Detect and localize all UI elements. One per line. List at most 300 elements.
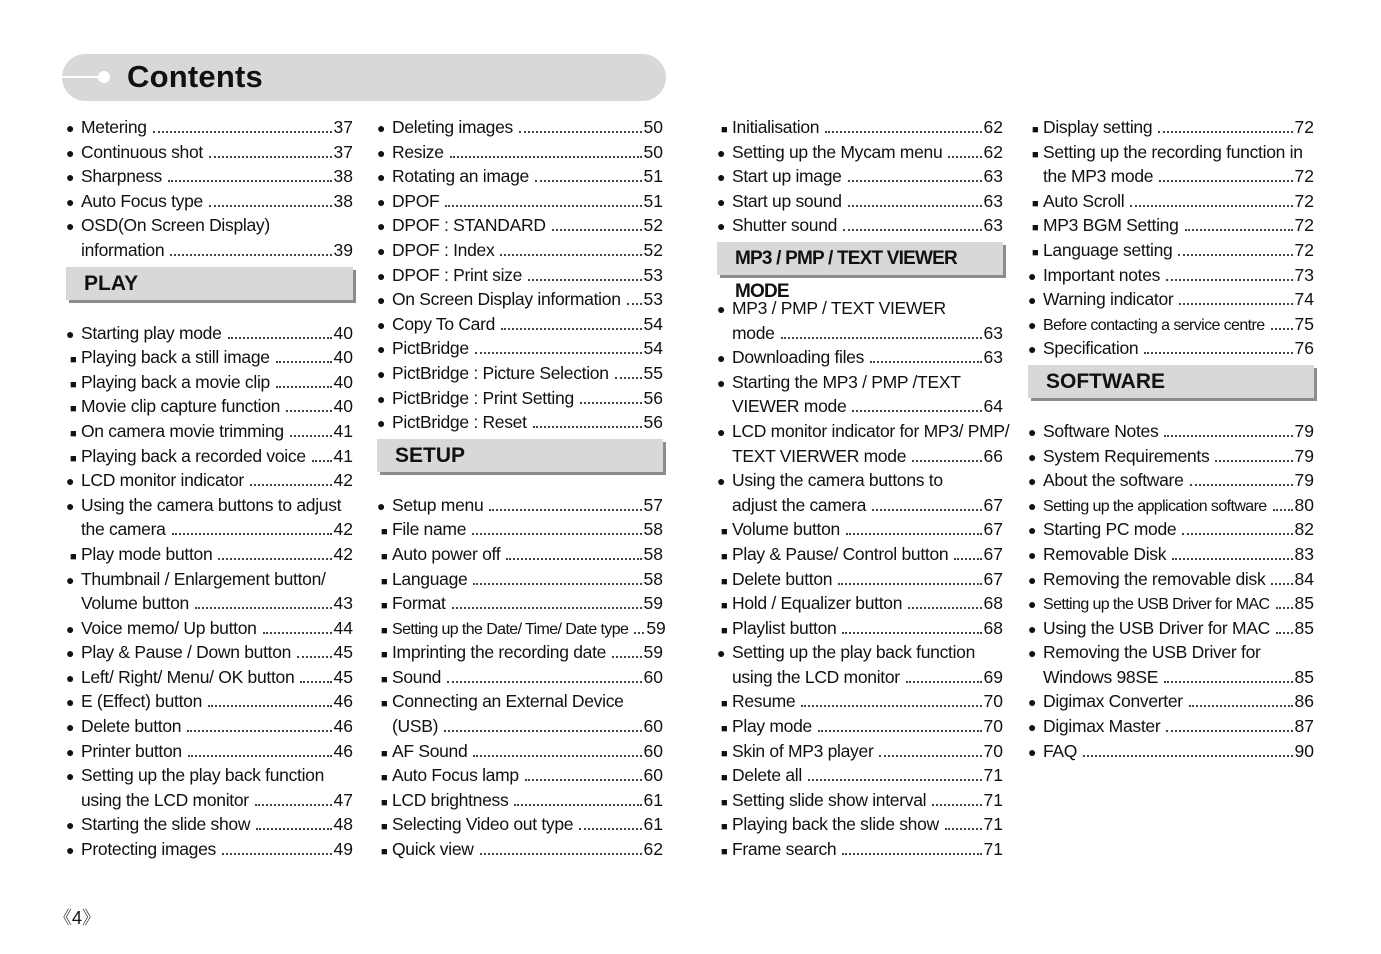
toc-entry-label: On camera movie trimming	[81, 420, 284, 441]
toc-entry-page: 72	[1294, 117, 1314, 137]
toc-entry-label: Using the camera buttons to adjust	[81, 494, 342, 515]
section-heading-text: MP3 / PMP / TEXT VIEWER MODE	[735, 247, 957, 302]
toc-entry[interactable]	[66, 640, 353, 665]
toc-entry-label: Frame search	[732, 839, 837, 860]
square-bullet-icon	[377, 517, 392, 545]
toc-entry-label: Delete button	[732, 568, 833, 589]
toc-entry-label: Important notes	[1043, 264, 1161, 285]
toc-entry-label: the MP3 mode	[1043, 166, 1154, 187]
square-bullet-icon	[377, 542, 392, 570]
toc-entry-label: Printer button	[81, 740, 182, 761]
round-bullet-icon	[377, 238, 392, 264]
square-bullet-icon	[66, 542, 81, 570]
toc-entry[interactable]	[1028, 336, 1314, 361]
toc-entry-page: 63	[983, 322, 1003, 343]
toc-entry-label: Sound	[392, 666, 442, 687]
toc-entry-label: Windows 98SE	[1043, 666, 1159, 687]
toc-entry-label: PictBridge : Picture Selection	[392, 362, 609, 383]
toc-entry-page: 72	[1294, 239, 1314, 260]
toc-entry[interactable]	[377, 115, 663, 140]
square-bullet-icon	[717, 517, 732, 545]
dot-leader	[579, 828, 641, 830]
toc-entry[interactable]	[717, 714, 1003, 739]
toc-entry[interactable]	[377, 812, 663, 837]
toc-entry[interactable]	[377, 140, 663, 165]
dot-leader	[290, 435, 332, 437]
dot-leader	[255, 804, 332, 806]
toc-entry-page: 45	[333, 666, 353, 687]
toc-entry[interactable]	[377, 287, 663, 312]
round-bullet-icon	[377, 164, 392, 190]
dot-leader	[170, 254, 331, 256]
toc-entry-page: 60	[643, 740, 663, 761]
toc-entry[interactable]	[717, 591, 1003, 616]
toc-entry[interactable]	[717, 394, 1003, 419]
toc-entry[interactable]	[66, 321, 353, 346]
toc-entry[interactable]	[717, 345, 1003, 370]
toc-entry-page: 38	[333, 166, 353, 187]
dot-leader	[256, 828, 331, 830]
round-bullet-icon	[377, 140, 392, 166]
round-bullet-icon	[66, 140, 81, 166]
toc-entry-label: LCD brightness	[392, 789, 509, 810]
dot-leader	[843, 229, 981, 231]
toc-entry-page: 38	[333, 190, 353, 211]
round-bullet-icon	[717, 296, 732, 322]
toc-entry[interactable]	[66, 164, 353, 189]
toc-entry[interactable]	[377, 689, 663, 714]
dot-leader	[1159, 180, 1292, 182]
dot-leader	[838, 583, 981, 585]
toc-entry-page: 72	[1294, 190, 1314, 211]
toc-entry-label: Delete button	[81, 716, 182, 737]
toc-entry[interactable]	[717, 444, 1003, 469]
dot-leader	[781, 337, 982, 339]
toc-entry[interactable]	[66, 616, 353, 641]
toc-entry[interactable]	[377, 517, 663, 542]
toc-entry[interactable]	[717, 493, 1003, 518]
toc-entry[interactable]	[717, 739, 1003, 764]
toc-entry[interactable]	[377, 189, 663, 214]
toc-entry[interactable]	[66, 567, 353, 592]
toc-column-2	[377, 115, 666, 862]
toc-entry-label: PictBridge : Reset	[392, 412, 527, 433]
toc-entry[interactable]	[1028, 312, 1314, 337]
toc-entry[interactable]	[66, 493, 353, 518]
toc-entry-label: System Requirements	[1043, 445, 1210, 466]
square-bullet-icon	[1028, 140, 1043, 168]
toc-entry[interactable]	[66, 517, 353, 542]
toc-entry[interactable]	[66, 739, 353, 764]
toc-entry[interactable]	[377, 567, 663, 592]
toc-entry-page: 53	[643, 289, 663, 310]
toc-entry-page: 49	[333, 839, 353, 860]
toc-entry-page: 52	[643, 215, 663, 236]
toc-entry[interactable]	[66, 468, 353, 493]
toc-entry-page: 50	[643, 117, 663, 137]
toc-entry-label: On Screen Display information	[392, 289, 621, 310]
toc-entry-page: 58	[643, 568, 663, 589]
toc-entry-label: Play & Pause / Down button	[81, 642, 292, 663]
round-bullet-icon	[717, 345, 732, 371]
toc-entry[interactable]	[377, 312, 663, 337]
toc-entry-label: Removing the removable disk	[1043, 568, 1266, 589]
toc-entry-label: (USB)	[392, 716, 439, 737]
dot-leader	[228, 337, 332, 339]
dot-leader	[825, 131, 981, 133]
toc-entry-label: DPOF : Index	[392, 239, 495, 260]
toc-entry-label: Deleting images	[392, 117, 513, 137]
toc-entry[interactable]	[66, 213, 353, 238]
dot-leader	[954, 558, 981, 560]
toc-entry-label: Start up image	[732, 166, 842, 187]
toc-entry-label: Software Notes	[1043, 420, 1159, 441]
section-heading-text: SOFTWARE	[1046, 369, 1165, 393]
toc-entry-label: Volume button	[81, 593, 189, 614]
square-bullet-icon	[377, 739, 392, 767]
square-bullet-icon	[377, 591, 392, 619]
dot-leader	[297, 656, 331, 658]
toc-entry-page: 68	[983, 593, 1003, 614]
toc-entry[interactable]	[66, 370, 353, 395]
square-bullet-icon	[717, 542, 732, 570]
toc-entry[interactable]	[377, 213, 663, 238]
toc-entry[interactable]	[377, 386, 663, 411]
toc-entry[interactable]	[377, 493, 663, 518]
dot-leader	[932, 804, 981, 806]
toc-entry[interactable]	[377, 410, 663, 435]
toc-entry-label: Auto Scroll	[1043, 190, 1125, 211]
toc-entry[interactable]	[717, 419, 1010, 444]
toc-entry-page: 48	[333, 814, 353, 835]
toc-entry[interactable]	[66, 591, 353, 616]
toc-entry-label: using the LCD monitor	[81, 789, 249, 810]
toc-entry[interactable]	[717, 812, 1003, 837]
toc-entry[interactable]	[377, 164, 663, 189]
toc-entry-label: Play & Pause/ Control button	[732, 543, 949, 564]
toc-entry-label: Resize	[392, 141, 444, 162]
toc-entry-label: Imprinting the recording date	[392, 642, 607, 663]
toc-entry-page: 60	[643, 716, 663, 737]
dot-leader	[473, 755, 641, 757]
toc-entry[interactable]	[717, 837, 1003, 862]
square-bullet-icon	[1028, 213, 1043, 241]
dot-leader	[818, 730, 982, 732]
round-bullet-icon	[66, 468, 81, 494]
toc-entry[interactable]	[66, 189, 353, 214]
toc-entry[interactable]	[717, 517, 1003, 542]
round-bullet-icon	[377, 213, 392, 239]
toc-entry[interactable]	[377, 542, 663, 567]
toc-entry[interactable]	[377, 739, 663, 764]
toc-entry[interactable]	[1028, 189, 1314, 214]
round-bullet-icon	[66, 567, 81, 593]
toc-entry-label: Setting up the play back function	[732, 642, 976, 663]
toc-entry[interactable]	[1028, 287, 1314, 312]
toc-entry-label: Digimax Master	[1043, 716, 1161, 737]
toc-entry-page: 52	[643, 239, 663, 260]
dot-leader	[1158, 131, 1292, 133]
toc-entry-page: 54	[643, 313, 663, 334]
dot-leader	[1190, 484, 1293, 486]
dot-leader	[209, 156, 332, 158]
toc-entry[interactable]	[66, 812, 353, 837]
toc-entry[interactable]	[1028, 468, 1314, 493]
round-bullet-icon	[1028, 640, 1043, 666]
toc-entry-label: Quick view	[392, 839, 474, 860]
toc-entry[interactable]	[717, 763, 1003, 788]
toc-entry[interactable]	[717, 616, 1003, 641]
toc-entry[interactable]	[1028, 640, 1314, 665]
section-heading-mp3-pmp-text-viewer-mode	[717, 242, 1003, 302]
toc-entry[interactable]	[1028, 263, 1314, 288]
toc-entry[interactable]	[377, 665, 663, 690]
toc-entry[interactable]	[1028, 616, 1314, 641]
round-bullet-icon	[1028, 517, 1043, 543]
toc-entry-page: 40	[333, 347, 353, 368]
round-bullet-icon	[717, 189, 732, 215]
toc-entry-page: 67	[983, 494, 1003, 515]
toc-entry[interactable]	[66, 542, 353, 567]
toc-entry[interactable]	[377, 640, 663, 665]
toc-entry[interactable]	[66, 444, 353, 469]
dot-leader	[172, 533, 332, 535]
square-bullet-icon	[66, 419, 81, 447]
toc-entry[interactable]	[1028, 567, 1314, 592]
section-heading-play	[66, 267, 353, 309]
square-bullet-icon	[717, 739, 732, 767]
toc-entry[interactable]	[66, 714, 353, 739]
round-bullet-icon	[1028, 616, 1043, 642]
toc-entry-label: Setting up the Mycam menu	[732, 141, 943, 162]
toc-entry-label: Initialisation	[732, 117, 820, 137]
toc-entry[interactable]	[1028, 213, 1314, 238]
toc-entry[interactable]	[1028, 493, 1314, 518]
toc-entry-label: Format	[392, 593, 446, 614]
toc-entry[interactable]	[377, 238, 663, 263]
dot-leader	[634, 632, 644, 634]
toc-entry[interactable]	[66, 763, 353, 788]
round-bullet-icon	[66, 115, 81, 141]
toc-entry[interactable]	[1028, 140, 1314, 165]
dot-leader	[1271, 328, 1293, 330]
toc-entry-label: Using the camera buttons to	[732, 470, 943, 491]
toc-column-1	[66, 115, 353, 862]
round-bullet-icon	[66, 665, 81, 691]
toc-entry-page: 44	[333, 617, 353, 638]
toc-entry-label: Thumbnail / Enlargement button/	[81, 568, 326, 589]
section-heading-text: PLAY	[84, 271, 139, 295]
toc-entry[interactable]	[717, 665, 1003, 690]
square-bullet-icon	[717, 567, 732, 595]
toc-entry[interactable]	[1028, 517, 1314, 542]
toc-entry-label: Connecting an External Device	[392, 691, 624, 712]
toc-entry-label: Setting up the recording function in	[1043, 141, 1303, 162]
toc-entry-label: Hold / Equalizer button	[732, 593, 903, 614]
dot-leader	[872, 509, 982, 511]
round-bullet-icon	[1028, 312, 1043, 338]
dot-leader	[153, 131, 332, 133]
toc-entry-label: Delete all	[732, 765, 802, 786]
toc-entry[interactable]	[66, 140, 353, 165]
toc-entry[interactable]	[717, 542, 1003, 567]
toc-entry-page: 58	[643, 519, 663, 540]
toc-entry[interactable]	[1028, 238, 1314, 263]
section-heading-setup	[377, 439, 663, 481]
toc-entry[interactable]	[717, 567, 1003, 592]
dot-leader	[475, 352, 642, 354]
toc-entry[interactable]	[377, 788, 663, 813]
toc-entry[interactable]	[717, 213, 1003, 238]
toc-entry-label: Skin of MP3 player	[732, 740, 874, 761]
square-bullet-icon	[66, 370, 81, 398]
toc-entry[interactable]	[1028, 115, 1314, 140]
dot-leader	[263, 632, 332, 634]
page-number: 《4》	[54, 908, 101, 928]
toc-entry[interactable]	[1028, 419, 1314, 444]
toc-entry-label: Metering	[81, 117, 147, 137]
dot-leader	[1271, 583, 1292, 585]
toc-entry-page: 67	[983, 543, 1003, 564]
round-bullet-icon	[1028, 263, 1043, 289]
dot-leader	[1166, 279, 1292, 281]
toc-entry[interactable]	[66, 689, 353, 714]
toc-entry[interactable]	[1028, 444, 1314, 469]
dot-leader	[580, 402, 642, 404]
toc-entry[interactable]	[66, 419, 353, 444]
toc-entry[interactable]	[66, 115, 353, 140]
round-bullet-icon	[1028, 336, 1043, 362]
toc-entry[interactable]	[717, 788, 1003, 813]
toc-entry-label: Specification	[1043, 338, 1139, 359]
toc-entry[interactable]	[717, 164, 1003, 189]
toc-entry[interactable]	[1028, 739, 1314, 764]
toc-entry-label: Language	[392, 568, 468, 589]
dot-leader	[195, 607, 332, 609]
toc-entry[interactable]	[717, 370, 1003, 395]
toc-entry-page: 46	[333, 716, 353, 737]
section-heading-text: SETUP	[395, 443, 466, 467]
toc-entry-page: 58	[643, 543, 663, 564]
toc-entry[interactable]	[66, 238, 353, 263]
dot-leader	[552, 229, 642, 231]
toc-entry[interactable]	[717, 321, 1003, 346]
toc-entry[interactable]	[1028, 689, 1314, 714]
toc-entry[interactable]	[1028, 542, 1314, 567]
square-bullet-icon	[66, 394, 81, 422]
toc-entry[interactable]	[1028, 591, 1314, 616]
dot-leader	[1276, 632, 1293, 634]
round-bullet-icon	[377, 410, 392, 436]
dot-leader	[612, 656, 641, 658]
dot-leader	[528, 279, 641, 281]
toc-entry[interactable]	[66, 394, 353, 419]
toc-entry[interactable]	[377, 591, 663, 616]
toc-entry[interactable]	[377, 361, 663, 386]
square-bullet-icon	[377, 689, 392, 717]
square-bullet-icon	[717, 616, 732, 644]
toc-entry[interactable]	[66, 837, 353, 862]
toc-entry[interactable]	[377, 616, 666, 641]
round-bullet-icon	[66, 837, 81, 863]
dot-leader	[447, 681, 641, 683]
toc-entry-page: 59	[643, 642, 663, 663]
toc-entry[interactable]	[1028, 665, 1314, 690]
toc-entry[interactable]	[377, 714, 663, 739]
toc-entry-label: Continuous shot	[81, 141, 203, 162]
round-bullet-icon	[1028, 542, 1043, 568]
toc-entry-page: 61	[643, 789, 663, 810]
toc-entry[interactable]	[717, 640, 1003, 665]
toc-entry[interactable]	[66, 665, 353, 690]
toc-entry[interactable]	[717, 468, 1003, 493]
dot-leader	[276, 361, 332, 363]
toc-entry[interactable]	[1028, 164, 1314, 189]
toc-entry-page: 68	[983, 617, 1003, 638]
toc-entry-label: Playing back a recorded voice	[81, 445, 306, 466]
round-bullet-icon	[66, 812, 81, 838]
toc-entry-label: Playing back a still image	[81, 347, 270, 368]
round-bullet-icon	[377, 263, 392, 289]
toc-entry[interactable]	[377, 336, 663, 361]
dot-leader	[450, 156, 642, 158]
toc-column-4	[1028, 115, 1314, 763]
toc-entry-page: 37	[333, 117, 353, 137]
round-bullet-icon	[66, 640, 81, 666]
toc-entry-page: 50	[643, 141, 663, 162]
toc-entry-page: 46	[333, 691, 353, 712]
round-bullet-icon	[717, 468, 732, 494]
toc-entry-label: Play mode	[732, 716, 812, 737]
round-bullet-icon	[66, 164, 81, 190]
dot-leader	[209, 205, 332, 207]
toc-entry[interactable]	[66, 345, 353, 370]
dot-leader	[1164, 435, 1292, 437]
toc-entry[interactable]	[717, 115, 1003, 140]
square-bullet-icon	[1028, 189, 1043, 217]
toc-entry[interactable]	[377, 763, 663, 788]
square-bullet-icon	[717, 591, 732, 619]
page-title: Contents	[127, 59, 263, 94]
round-bullet-icon	[377, 336, 392, 362]
toc-entry[interactable]	[717, 189, 1003, 214]
toc-entry[interactable]	[717, 296, 1003, 321]
toc-entry[interactable]	[377, 263, 663, 288]
toc-entry[interactable]	[717, 140, 1003, 165]
round-bullet-icon	[66, 321, 81, 347]
toc-entry-page: 69	[983, 666, 1003, 687]
toc-entry-page: 41	[333, 420, 353, 441]
toc-entry-label: Volume button	[732, 519, 840, 540]
toc-entry-page: 87	[1294, 716, 1314, 737]
title-decoration-dot-icon	[98, 71, 110, 83]
dot-leader	[906, 681, 982, 683]
toc-entry-label: Voice memo/ Up button	[81, 617, 257, 638]
toc-entry[interactable]	[377, 837, 663, 862]
toc-entry-label: OSD(On Screen Display)	[81, 215, 270, 236]
toc-entry[interactable]	[1028, 714, 1314, 739]
toc-entry-page: 63	[983, 166, 1003, 187]
toc-entry[interactable]	[717, 689, 1003, 714]
dot-leader	[250, 484, 332, 486]
dot-leader	[1185, 229, 1293, 231]
toc-entry-page: 75	[1294, 313, 1314, 334]
dot-leader	[1172, 558, 1292, 560]
dot-leader	[1215, 460, 1292, 462]
toc-entry[interactable]	[66, 788, 353, 813]
dot-leader	[222, 853, 332, 855]
round-bullet-icon	[717, 140, 732, 166]
